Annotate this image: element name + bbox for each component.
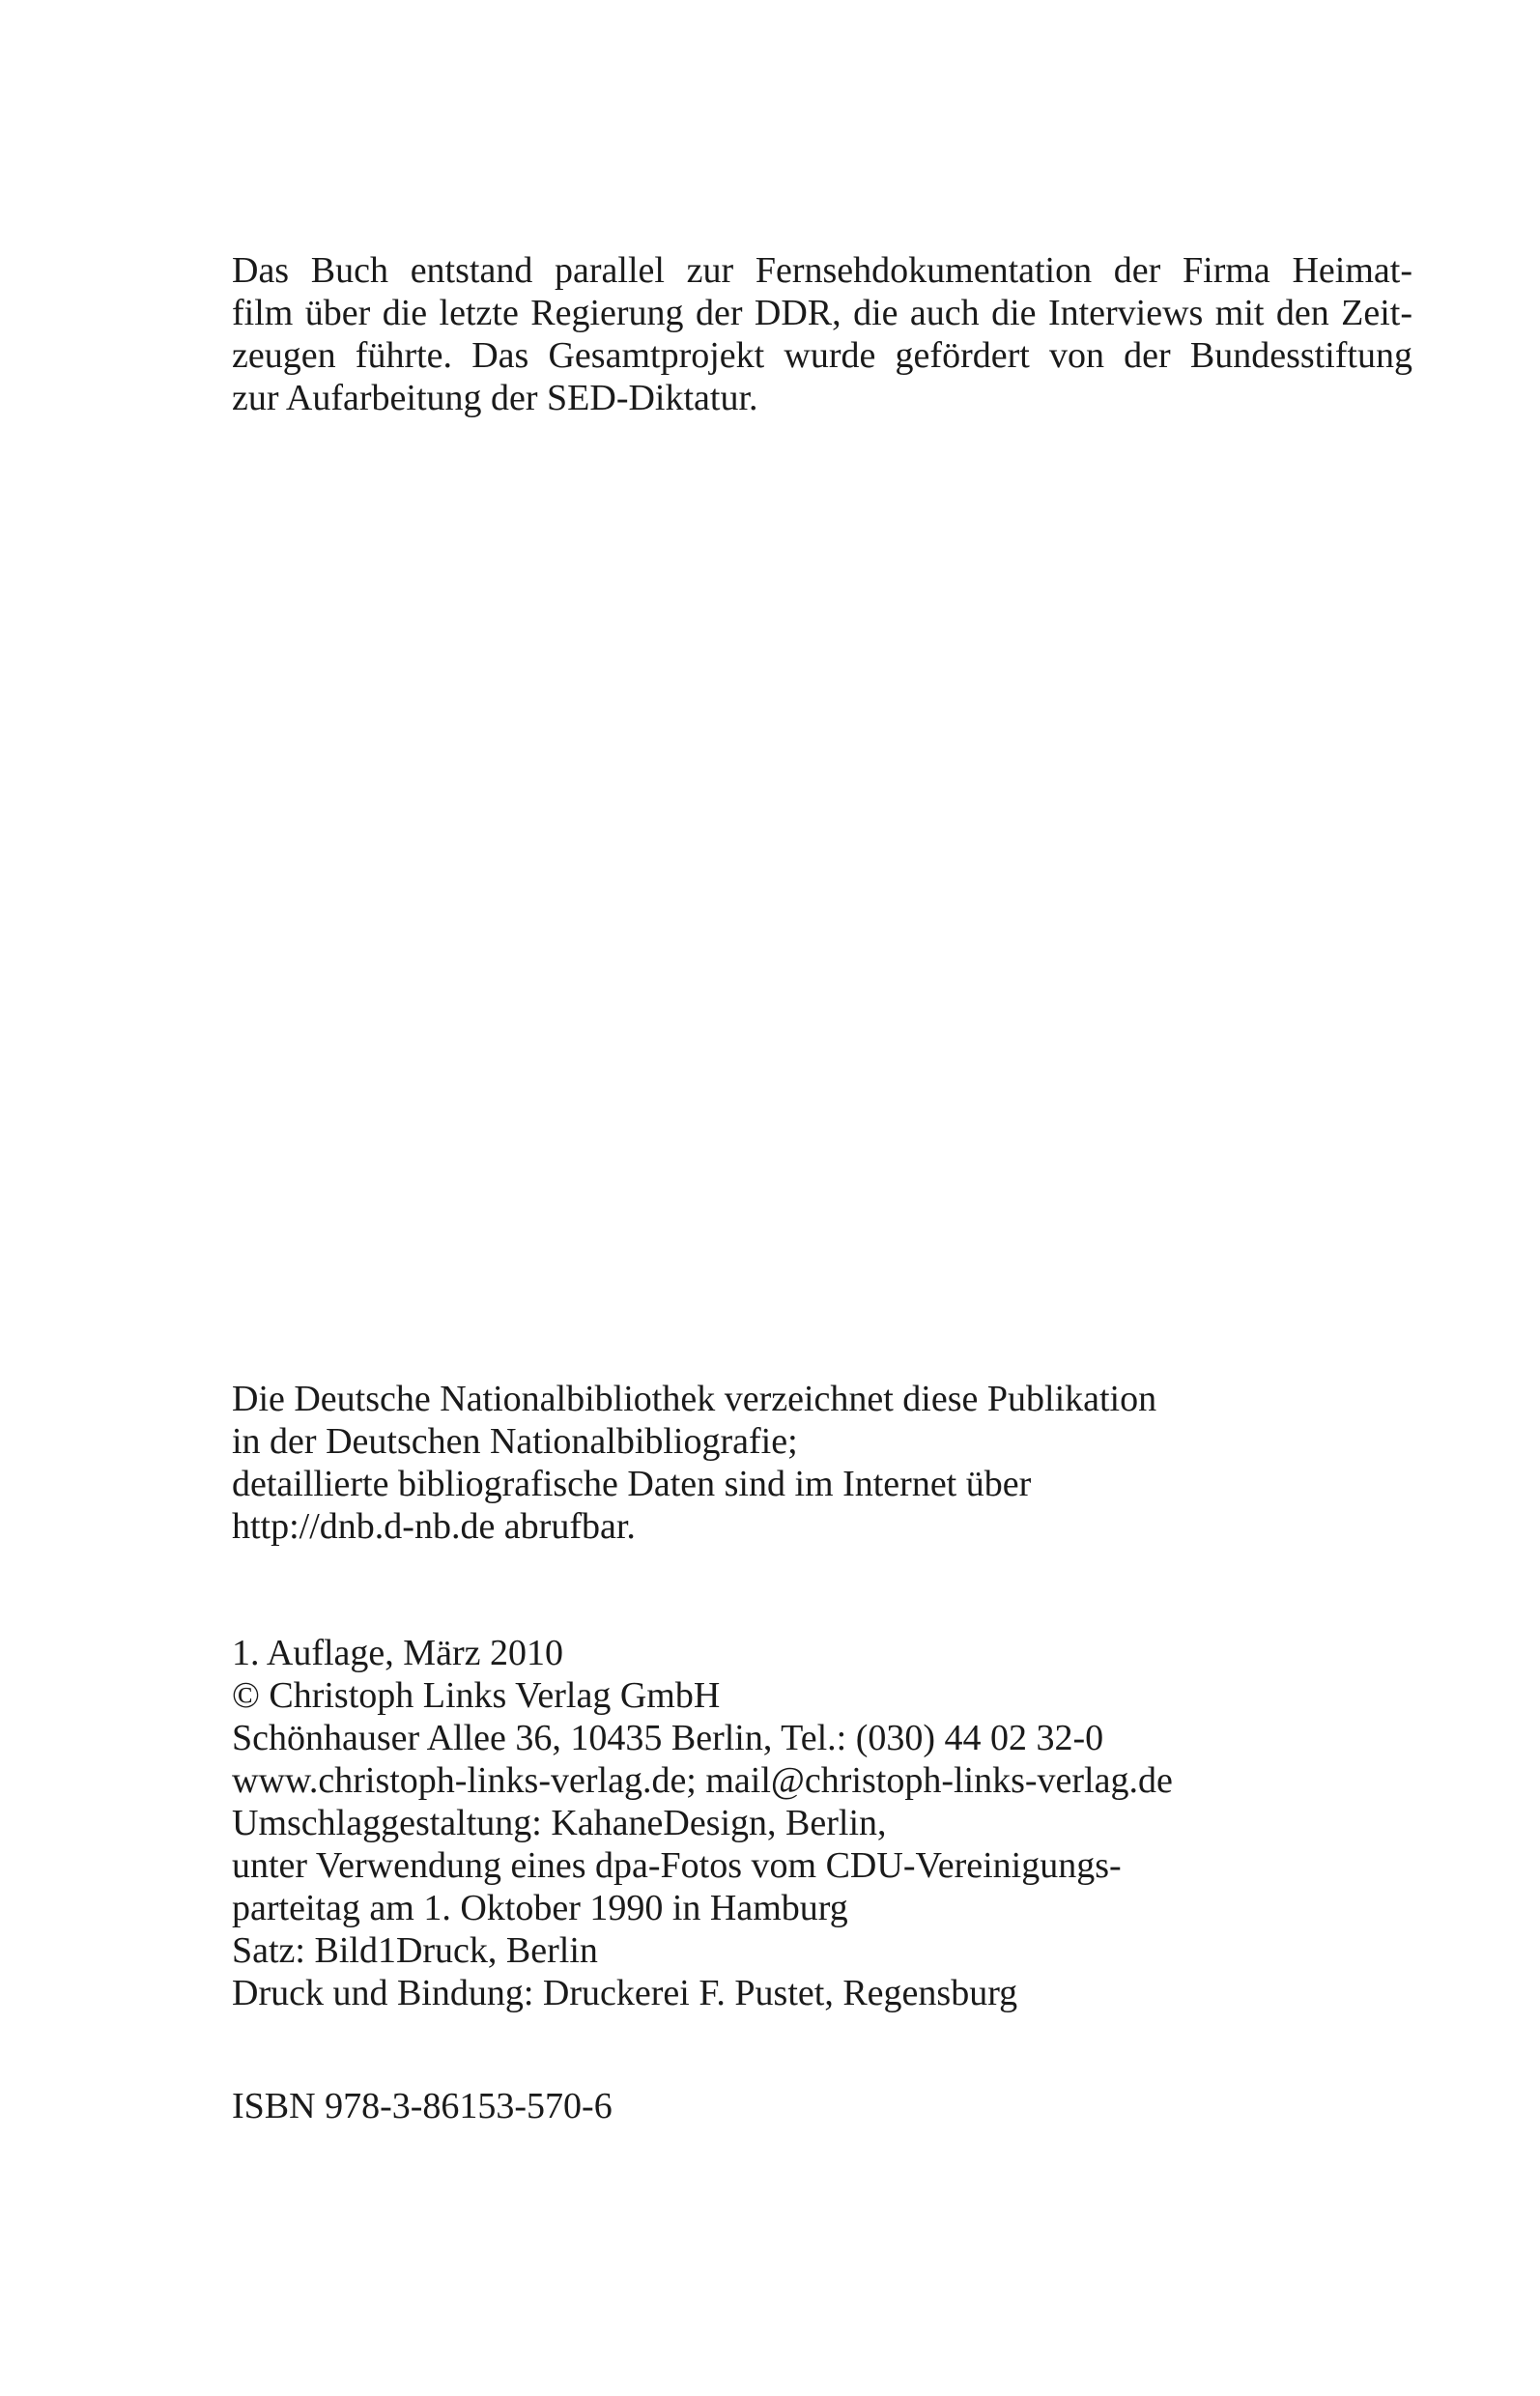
typesetting-line: Satz: Bild1Druck, Berlin bbox=[232, 1930, 598, 1971]
imprint bbox=[232, 1632, 1173, 2014]
dnb-notice-line: detaillierte bibliografische Daten sind im Internet über bbox=[232, 1464, 1032, 1504]
dnb-notice-line: in der Deutschen Nationalbibliografie; bbox=[232, 1421, 798, 1462]
cover-photo-line: parteitag am 1. Oktober 1990 in Hamburg bbox=[232, 1888, 848, 1928]
dnb-notice bbox=[232, 1378, 1156, 1548]
printing-line: Druck und Bindung: Druckerei F. Pustet, Regensburg bbox=[232, 1973, 1018, 2013]
intro-line: Das Buch entstand parallel zur Fernsehdokumentation der Firma Heimat- bbox=[232, 250, 1412, 291]
cover-photo-line: unter Verwendung eines dpa-Fotos vom CDU-Vereinigungs- bbox=[232, 1845, 1122, 1886]
address-line: Schönhauser Allee 36, 10435 Berlin, Tel.: (030) 44 02 32-0 bbox=[232, 1718, 1104, 1758]
web-mail-line: www.christoph-links-verlag.de; mail@christoph-links-verlag.de bbox=[232, 1760, 1173, 1801]
intro-line: zur Aufarbeitung der SED-Diktatur. bbox=[232, 378, 758, 418]
copyright-line: © Christoph Links Verlag GmbH bbox=[232, 1675, 721, 1716]
intro-paragraph bbox=[232, 249, 1412, 419]
dnb-notice-line: Die Deutsche Nationalbibliothek verzeichnet diese Publikation bbox=[232, 1379, 1157, 1419]
intro-line: film über die letzte Regierung der DDR, die auch die Interviews mit den Zeit- bbox=[232, 293, 1412, 333]
isbn: ISBN 978-3-86153-570-6 bbox=[232, 2086, 613, 2126]
intro-line: zeugen führte. Das Gesamtprojekt wurde gefördert von der Bundesstiftung bbox=[232, 335, 1412, 376]
edition-line: 1. Auflage, März 2010 bbox=[232, 1633, 563, 1673]
cover-design-line: Umschlaggestaltung: KahaneDesign, Berlin, bbox=[232, 1803, 887, 1843]
dnb-notice-line: http://dnb.d-nb.de abrufbar. bbox=[232, 1506, 636, 1547]
